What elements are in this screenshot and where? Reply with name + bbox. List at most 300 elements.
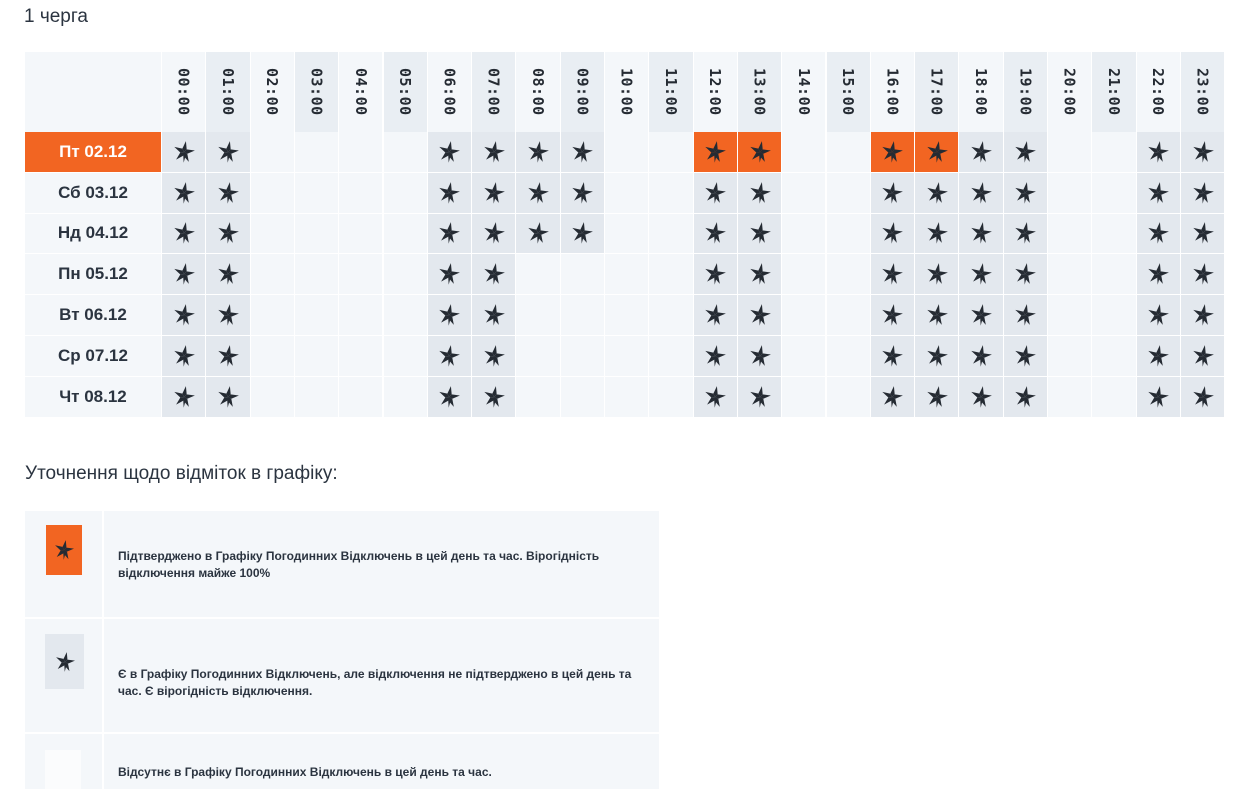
schedule-cell xyxy=(1048,295,1091,335)
hour-header xyxy=(649,52,692,132)
schedule-cell xyxy=(472,254,515,294)
schedule-cell xyxy=(649,254,692,294)
schedule-cell xyxy=(295,214,338,254)
outage-possible-icon xyxy=(748,344,772,368)
schedule-cell xyxy=(1092,377,1135,417)
hour-header xyxy=(1048,52,1091,132)
hour-header xyxy=(516,52,559,132)
outage-possible-icon xyxy=(880,262,904,286)
outage-possible-icon xyxy=(703,303,727,327)
hour-label: 13:00 xyxy=(750,68,769,116)
legend-row xyxy=(25,511,659,617)
schedule-cell xyxy=(605,214,648,254)
outage-possible-icon xyxy=(570,181,594,205)
outage-possible-icon xyxy=(969,140,993,164)
queue-title: 1 черга xyxy=(24,6,88,27)
schedule-cell xyxy=(162,377,205,417)
schedule-cell xyxy=(472,295,515,335)
outage-confirmed-icon xyxy=(748,140,772,164)
schedule-cell xyxy=(206,254,249,294)
outage-possible-icon xyxy=(925,262,949,286)
outage-possible-icon xyxy=(437,344,461,368)
schedule-cell xyxy=(782,254,825,294)
outage-possible-icon xyxy=(437,385,461,409)
outage-possible-icon xyxy=(880,303,904,327)
schedule-cell xyxy=(1092,173,1135,213)
hour-label: 19:00 xyxy=(1016,68,1035,116)
outage-possible-icon xyxy=(172,262,196,286)
hour-header xyxy=(561,52,604,132)
schedule-cell xyxy=(516,295,559,335)
no-outage-swatch xyxy=(45,750,81,789)
schedule-cell xyxy=(827,254,870,294)
outage-possible-icon xyxy=(482,262,506,286)
hour-label: 23:00 xyxy=(1193,68,1212,116)
hour-header xyxy=(251,52,294,132)
legend-row xyxy=(25,619,659,732)
schedule-cell xyxy=(295,173,338,213)
schedule-cell xyxy=(605,295,648,335)
outage-possible-icon xyxy=(216,140,240,164)
schedule-cell xyxy=(1181,295,1224,335)
day-label: Пт 02.12 xyxy=(25,132,161,172)
schedule-cell xyxy=(738,173,781,213)
schedule-cell xyxy=(561,377,604,417)
schedule-cell xyxy=(339,295,382,335)
day-label: Вт 06.12 xyxy=(25,295,161,335)
schedule-cell xyxy=(384,254,427,294)
schedule-cell xyxy=(649,214,692,254)
schedule-cell xyxy=(339,254,382,294)
hour-header xyxy=(871,52,914,132)
schedule-cell xyxy=(1004,377,1047,417)
outage-possible-icon xyxy=(748,303,772,327)
outage-possible-icon xyxy=(482,303,506,327)
schedule-cell xyxy=(295,132,338,172)
schedule-cell xyxy=(516,254,559,294)
outage-possible-icon xyxy=(748,221,772,245)
schedule-cell xyxy=(959,336,1002,376)
schedule-cell xyxy=(295,377,338,417)
schedule-cell xyxy=(1137,214,1180,254)
hour-header xyxy=(1092,52,1135,132)
schedule-cell xyxy=(472,214,515,254)
outage-possible-icon xyxy=(570,140,594,164)
schedule-cell xyxy=(738,336,781,376)
schedule-cell xyxy=(1137,377,1180,417)
hour-label: 06:00 xyxy=(440,68,459,116)
outage-possible-icon xyxy=(437,181,461,205)
schedule-cell xyxy=(251,254,294,294)
schedule-cell xyxy=(1048,214,1091,254)
schedule-cell xyxy=(1048,336,1091,376)
schedule-cell xyxy=(428,295,471,335)
schedule-cell xyxy=(738,214,781,254)
outage-possible-icon xyxy=(1191,181,1215,205)
outage-possible-icon xyxy=(880,221,904,245)
schedule-cell xyxy=(384,173,427,213)
outage-possible-icon xyxy=(969,262,993,286)
outage-possible-icon xyxy=(54,651,76,673)
schedule-cell xyxy=(649,295,692,335)
schedule-cell xyxy=(1092,295,1135,335)
outage-possible-icon xyxy=(216,385,240,409)
schedule-cell xyxy=(649,173,692,213)
schedule-cell xyxy=(428,254,471,294)
schedule-cell xyxy=(206,295,249,335)
hour-label: 09:00 xyxy=(573,68,592,116)
schedule-cell xyxy=(561,295,604,335)
hour-header xyxy=(206,52,249,132)
hour-label: 20:00 xyxy=(1060,68,1079,116)
outage-possible-icon xyxy=(482,181,506,205)
outage-possible-icon xyxy=(172,140,196,164)
schedule-cell xyxy=(516,173,559,213)
hour-header xyxy=(1004,52,1047,132)
outage-possible-icon xyxy=(1013,262,1037,286)
schedule-cell xyxy=(162,295,205,335)
schedule-cell xyxy=(561,173,604,213)
schedule-cell xyxy=(1048,173,1091,213)
outage-possible-icon xyxy=(880,181,904,205)
outage-possible-icon xyxy=(482,221,506,245)
hour-header xyxy=(915,52,958,132)
schedule-cell xyxy=(1181,214,1224,254)
hour-label: 04:00 xyxy=(351,68,370,116)
schedule-cell xyxy=(561,336,604,376)
schedule-cell xyxy=(1004,295,1047,335)
outage-possible-icon xyxy=(216,262,240,286)
schedule-cell xyxy=(827,214,870,254)
day-label: Чт 08.12 xyxy=(25,377,161,417)
outage-possible-icon xyxy=(216,181,240,205)
day-label: Нд 04.12 xyxy=(25,214,161,254)
table-corner xyxy=(25,52,161,132)
schedule-cell xyxy=(384,132,427,172)
schedule-cell xyxy=(605,132,648,172)
outage-possible-icon xyxy=(1013,344,1037,368)
outage-possible-icon xyxy=(482,385,506,409)
outage-possible-icon xyxy=(748,262,772,286)
outage-possible-icon xyxy=(216,221,240,245)
hour-label: 07:00 xyxy=(484,68,503,116)
schedule-cell xyxy=(827,295,870,335)
outage-possible-icon xyxy=(703,262,727,286)
schedule-cell xyxy=(782,214,825,254)
schedule-cell xyxy=(162,336,205,376)
outage-possible-icon xyxy=(172,344,196,368)
schedule-cell xyxy=(1092,214,1135,254)
schedule-cell xyxy=(251,214,294,254)
outage-possible-icon xyxy=(1146,221,1170,245)
schedule-cell xyxy=(1004,254,1047,294)
outage-possible-icon xyxy=(703,385,727,409)
schedule-cell xyxy=(694,295,737,335)
hour-header xyxy=(738,52,781,132)
schedule-cell xyxy=(561,132,604,172)
outage-possible-icon xyxy=(526,140,550,164)
schedule-cell xyxy=(738,132,781,172)
outage-possible-icon xyxy=(703,221,727,245)
schedule-cell xyxy=(428,173,471,213)
legend-table xyxy=(25,511,659,789)
outage-possible-icon xyxy=(1191,221,1215,245)
schedule-cell xyxy=(738,295,781,335)
outage-possible-icon xyxy=(437,221,461,245)
schedule-cell xyxy=(959,295,1002,335)
outage-confirmed-swatch xyxy=(46,525,82,575)
schedule-cell xyxy=(206,377,249,417)
schedule-cell xyxy=(1181,377,1224,417)
schedule-cell xyxy=(782,132,825,172)
outage-possible-icon xyxy=(925,344,949,368)
schedule-cell xyxy=(384,336,427,376)
hour-label: 16:00 xyxy=(883,68,902,116)
legend-title: Уточнення щодо відміток в графіку: xyxy=(25,463,338,484)
schedule-cell xyxy=(206,336,249,376)
outage-confirmed-icon xyxy=(925,140,949,164)
schedule-cell xyxy=(959,377,1002,417)
schedule-cell xyxy=(472,132,515,172)
schedule-cell xyxy=(295,336,338,376)
hour-header xyxy=(384,52,427,132)
schedule-cell xyxy=(206,214,249,254)
schedule-cell xyxy=(694,254,737,294)
schedule-cell xyxy=(649,377,692,417)
outage-possible-icon xyxy=(172,181,196,205)
schedule-cell xyxy=(605,254,648,294)
outage-possible-icon xyxy=(969,221,993,245)
outage-confirmed-icon xyxy=(53,539,75,561)
hour-header xyxy=(605,52,648,132)
schedule-cell xyxy=(162,254,205,294)
outage-possible-icon xyxy=(482,344,506,368)
schedule-cell xyxy=(1004,214,1047,254)
schedule-cell xyxy=(561,254,604,294)
outage-possible-icon xyxy=(880,385,904,409)
schedule-cell xyxy=(1092,254,1135,294)
schedule-cell xyxy=(605,336,648,376)
outage-possible-icon xyxy=(172,303,196,327)
schedule-cell xyxy=(827,173,870,213)
outage-possible-icon xyxy=(1191,385,1215,409)
hour-header xyxy=(472,52,515,132)
outage-possible-icon xyxy=(526,181,550,205)
hour-header xyxy=(1137,52,1180,132)
hour-label: 01:00 xyxy=(218,68,237,116)
hour-header xyxy=(959,52,1002,132)
hour-header xyxy=(339,52,382,132)
schedule-cell xyxy=(516,336,559,376)
outage-possible-icon xyxy=(969,344,993,368)
schedule-cell xyxy=(694,173,737,213)
outage-possible-icon xyxy=(748,181,772,205)
outage-possible-icon xyxy=(925,181,949,205)
schedule-cell xyxy=(428,377,471,417)
schedule-cell xyxy=(827,377,870,417)
hour-label: 11:00 xyxy=(661,68,680,116)
schedule-cell xyxy=(1181,254,1224,294)
schedule-cell xyxy=(871,173,914,213)
day-label: Ср 07.12 xyxy=(25,336,161,376)
schedule-cell xyxy=(827,336,870,376)
schedule-cell xyxy=(605,173,648,213)
outage-possible-icon xyxy=(925,385,949,409)
hour-label: 03:00 xyxy=(307,68,326,116)
schedule-cell xyxy=(871,377,914,417)
schedule-cell xyxy=(472,377,515,417)
outage-possible-icon xyxy=(1146,385,1170,409)
schedule-cell xyxy=(295,295,338,335)
schedule-cell xyxy=(1137,295,1180,335)
schedule-cell xyxy=(1048,377,1091,417)
schedule-cell xyxy=(339,173,382,213)
outage-possible-icon xyxy=(216,303,240,327)
outage-possible-icon xyxy=(1146,303,1170,327)
outage-possible-icon xyxy=(570,221,594,245)
schedule-cell xyxy=(959,173,1002,213)
outage-possible-icon xyxy=(526,221,550,245)
legend-text: Підтверджено в Графіку Погодинних Відключень в цей день та час. Вірогідність відключення майже 100% xyxy=(118,549,600,580)
schedule-cell xyxy=(251,336,294,376)
hour-label: 14:00 xyxy=(794,68,813,116)
schedule-cell xyxy=(605,377,648,417)
schedule-cell xyxy=(162,173,205,213)
schedule-cell xyxy=(959,132,1002,172)
schedule-cell xyxy=(1004,132,1047,172)
schedule-cell xyxy=(428,336,471,376)
hour-header xyxy=(694,52,737,132)
schedule-cell xyxy=(782,173,825,213)
hour-label: 12:00 xyxy=(706,68,725,116)
schedule-cell xyxy=(871,214,914,254)
schedule-cell xyxy=(1137,254,1180,294)
schedule-cell xyxy=(384,214,427,254)
schedule-cell xyxy=(738,377,781,417)
schedule-cell xyxy=(871,295,914,335)
outage-possible-icon xyxy=(1191,303,1215,327)
schedule-cell xyxy=(162,214,205,254)
schedule-cell xyxy=(339,132,382,172)
schedule-cell xyxy=(428,132,471,172)
outage-possible-icon xyxy=(216,344,240,368)
schedule-cell xyxy=(516,214,559,254)
outage-possible-icon xyxy=(172,385,196,409)
outage-possible-icon xyxy=(482,140,506,164)
outage-possible-icon xyxy=(925,303,949,327)
schedule-cell xyxy=(915,254,958,294)
hour-label: 17:00 xyxy=(927,68,946,116)
schedule-cell xyxy=(915,336,958,376)
schedule-cell xyxy=(1181,173,1224,213)
outage-confirmed-icon xyxy=(880,140,904,164)
outage-possible-icon xyxy=(1191,262,1215,286)
schedule-cell xyxy=(339,377,382,417)
legend-text: Є в Графіку Погодинних Відключень, але відключення не підтверджено в цей день та час. Є вірогідність відключення. xyxy=(118,667,632,698)
outage-possible-icon xyxy=(748,385,772,409)
outage-possible-icon xyxy=(880,344,904,368)
schedule-cell xyxy=(694,132,737,172)
schedule-cell xyxy=(339,214,382,254)
outage-possible-icon xyxy=(1146,344,1170,368)
outage-confirmed-icon xyxy=(703,140,727,164)
outage-possible-icon xyxy=(1191,344,1215,368)
schedule-cell xyxy=(472,336,515,376)
schedule-cell xyxy=(694,377,737,417)
schedule-cell xyxy=(871,254,914,294)
outage-possible-icon xyxy=(703,181,727,205)
hour-header xyxy=(782,52,825,132)
hour-header xyxy=(428,52,471,132)
schedule-cell xyxy=(959,254,1002,294)
schedule-cell xyxy=(915,295,958,335)
outage-possible-icon xyxy=(1191,140,1215,164)
day-label: Пн 05.12 xyxy=(25,254,161,294)
outage-possible-icon xyxy=(437,262,461,286)
schedule-cell xyxy=(1181,132,1224,172)
schedule-cell xyxy=(472,173,515,213)
schedule-cell xyxy=(1092,336,1135,376)
legend-text: Відсутнє в Графіку Погодинних Відключень в цей день та час. xyxy=(118,765,492,779)
outage-possible-icon xyxy=(969,385,993,409)
outage-schedule-table xyxy=(25,52,1222,417)
hour-header xyxy=(1181,52,1224,132)
schedule-cell xyxy=(295,254,338,294)
schedule-cell xyxy=(251,132,294,172)
legend-row xyxy=(25,734,659,789)
schedule-cell xyxy=(827,132,870,172)
schedule-cell xyxy=(1048,254,1091,294)
schedule-cell xyxy=(561,214,604,254)
schedule-cell xyxy=(384,295,427,335)
hour-label: 18:00 xyxy=(972,68,991,116)
day-label: Сб 03.12 xyxy=(25,173,161,213)
hour-label: 21:00 xyxy=(1104,68,1123,116)
schedule-cell xyxy=(428,214,471,254)
schedule-cell xyxy=(782,295,825,335)
schedule-cell xyxy=(649,132,692,172)
outage-possible-icon xyxy=(969,303,993,327)
schedule-cell xyxy=(516,132,559,172)
schedule-cell xyxy=(649,336,692,376)
schedule-cell xyxy=(694,336,737,376)
outage-possible-icon xyxy=(437,303,461,327)
outage-possible-icon xyxy=(1146,262,1170,286)
schedule-cell xyxy=(384,377,427,417)
schedule-cell xyxy=(1137,173,1180,213)
schedule-cell xyxy=(206,132,249,172)
hour-label: 15:00 xyxy=(839,68,858,116)
schedule-cell xyxy=(871,336,914,376)
schedule-cell xyxy=(251,173,294,213)
schedule-cell xyxy=(339,336,382,376)
outage-possible-icon xyxy=(703,344,727,368)
schedule-cell xyxy=(1004,336,1047,376)
outage-possible-icon xyxy=(969,181,993,205)
schedule-cell xyxy=(738,254,781,294)
outage-possible-swatch xyxy=(45,634,84,689)
outage-possible-icon xyxy=(1013,385,1037,409)
schedule-cell xyxy=(782,336,825,376)
schedule-cell xyxy=(915,214,958,254)
schedule-cell xyxy=(251,377,294,417)
schedule-cell xyxy=(915,377,958,417)
outage-possible-icon xyxy=(925,221,949,245)
schedule-cell xyxy=(959,214,1002,254)
outage-possible-icon xyxy=(1146,140,1170,164)
hour-label: 05:00 xyxy=(396,68,415,116)
hour-header xyxy=(827,52,870,132)
